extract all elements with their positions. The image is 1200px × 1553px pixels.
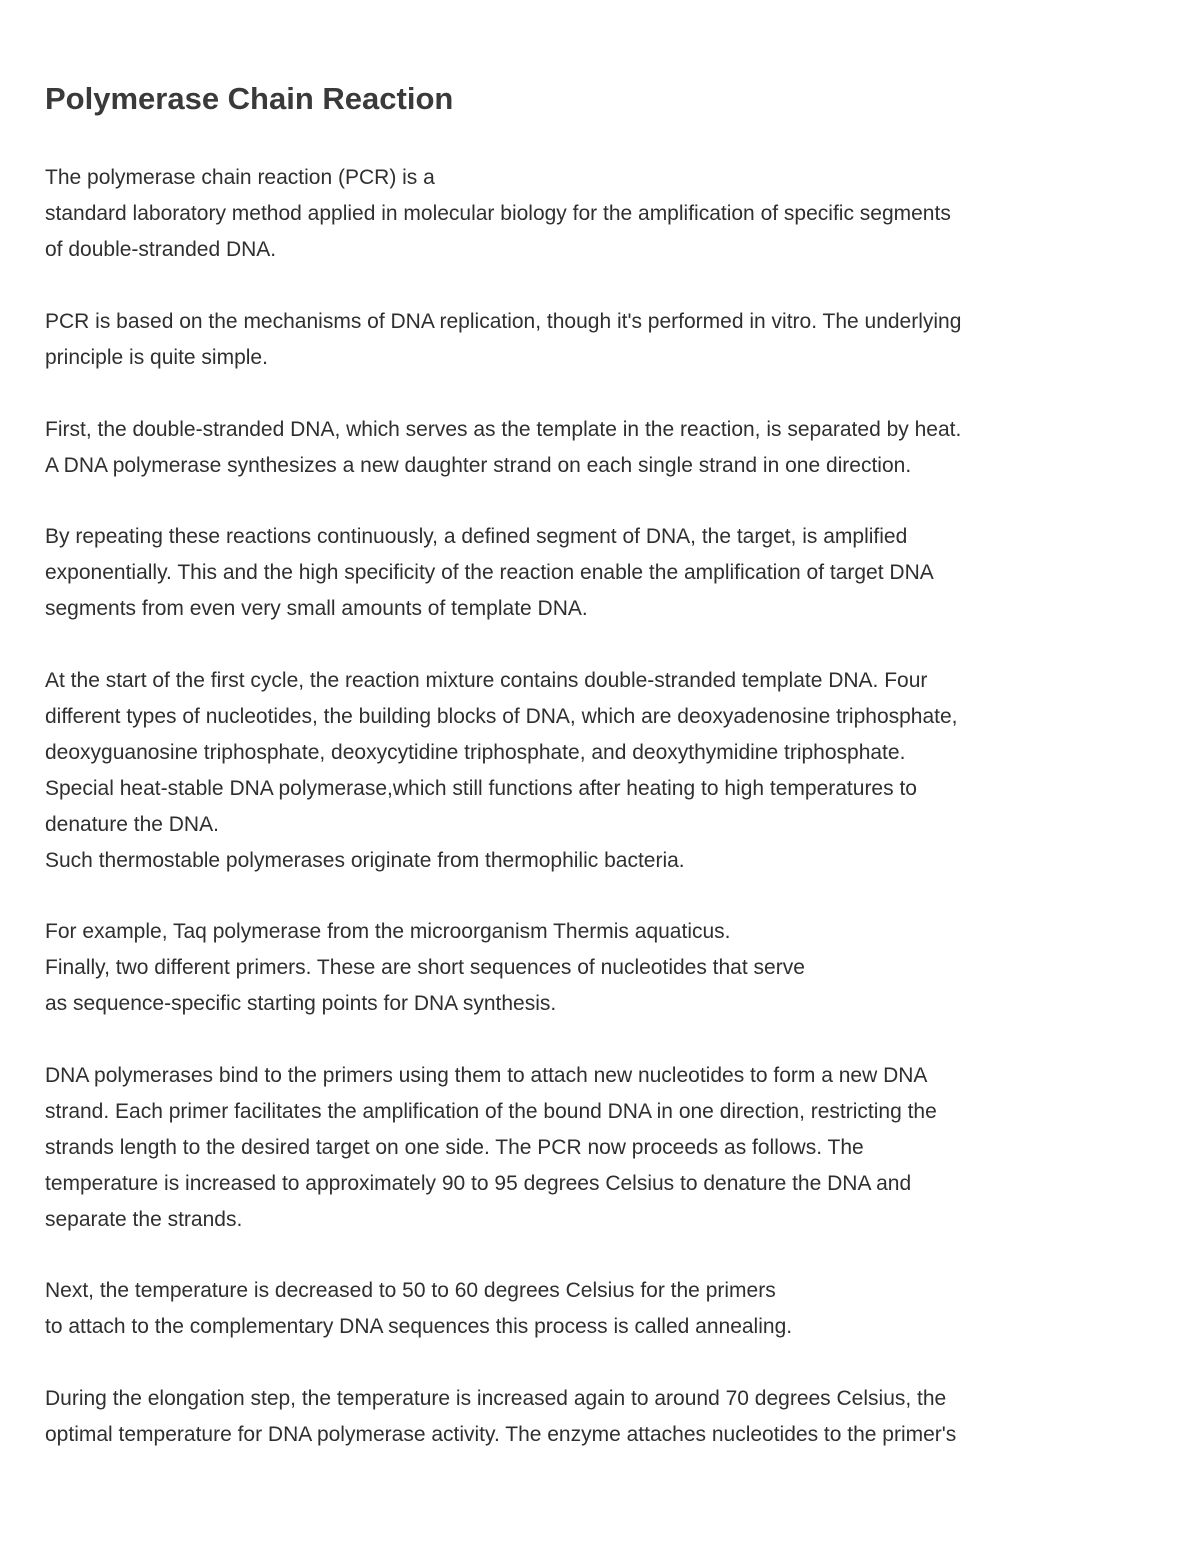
text-line: of double-stranded DNA. xyxy=(45,238,277,261)
paragraph-elongation xyxy=(45,1381,1155,1453)
text-line: strands length to the desired target on one side. The PCR now proceeds as follows. The xyxy=(45,1136,864,1159)
text-line: denature the DNA. xyxy=(45,813,219,836)
paragraph-primers xyxy=(45,914,1155,1022)
text-line: strand. Each primer facilitates the amplification of the bound DNA in one direction, restricting the xyxy=(45,1100,937,1123)
text-line: standard laboratory method applied in molecular biology for the amplification of specific segments xyxy=(45,202,951,225)
text-line: principle is quite simple. xyxy=(45,346,268,369)
text-line: different types of nucleotides, the building blocks of DNA, which are deoxyadenosine triphosphate, xyxy=(45,705,958,728)
text-line: Special heat-stable DNA polymerase,which still functions after heating to high temperatures to xyxy=(45,777,917,800)
text-line: First, the double-stranded DNA, which serves as the template in the reaction, is separated by heat. xyxy=(45,418,962,441)
text-line: segments from even very small amounts of template DNA. xyxy=(45,597,588,620)
text-line: For example, Taq polymerase from the microorganism Thermis aquaticus. xyxy=(45,920,731,943)
text-line: deoxyguanosine triphosphate, deoxycytidine triphosphate, and deoxythymidine triphosphate. xyxy=(45,741,906,764)
paragraph-pcr-steps xyxy=(45,1058,1155,1238)
text-line: Such thermostable polymerases originate from thermophilic bacteria. xyxy=(45,849,685,872)
text-line: DNA polymerases bind to the primers using them to attach new nucleotides to form a new DNA xyxy=(45,1064,928,1087)
text-line: At the start of the first cycle, the reaction mixture contains double-stranded template DNA. Four xyxy=(45,669,928,692)
paragraph-annealing xyxy=(45,1273,1155,1345)
text-line: During the elongation step, the temperature is increased again to around 70 degrees Celsius, the xyxy=(45,1387,947,1410)
text-line: A DNA polymerase synthesizes a new daughter strand on each single strand in one direction. xyxy=(45,454,912,477)
text-line: temperature is increased to approximately 90 to 95 degrees Celsius to denature the DNA and xyxy=(45,1172,912,1195)
text-line: to attach to the complementary DNA sequences this process is called annealing. xyxy=(45,1315,793,1338)
text-line: separate the strands. xyxy=(45,1208,243,1231)
text-line: Finally, two different primers. These are short sequences of nucleotides that serve xyxy=(45,956,805,979)
paragraph-pcr-definition xyxy=(45,160,1155,268)
text-line: Next, the temperature is decreased to 50 to 60 degrees Celsius for the primers xyxy=(45,1279,776,1302)
paragraph-amplification xyxy=(45,519,1155,627)
text-line: By repeating these reactions continuously, a defined segment of DNA, the target, is amplified xyxy=(45,525,908,548)
document-title: Polymerase Chain Reaction xyxy=(45,81,454,116)
paragraph-reaction-mixture xyxy=(45,663,1155,879)
text-line: optimal temperature for DNA polymerase activity. The enzyme attaches nucleotides to the primer's xyxy=(45,1423,957,1446)
paragraph-denaturation xyxy=(45,412,1155,484)
paragraph-pcr-basis xyxy=(45,304,1155,376)
text-line: exponentially. This and the high specificity of the reaction enable the amplification of target DNA xyxy=(45,561,934,584)
text-line: The polymerase chain reaction (PCR) is a xyxy=(45,166,435,189)
text-line: as sequence-specific starting points for DNA synthesis. xyxy=(45,992,557,1015)
text-line: PCR is based on the mechanisms of DNA replication, though it's performed in vitro. The underlying xyxy=(45,310,962,333)
